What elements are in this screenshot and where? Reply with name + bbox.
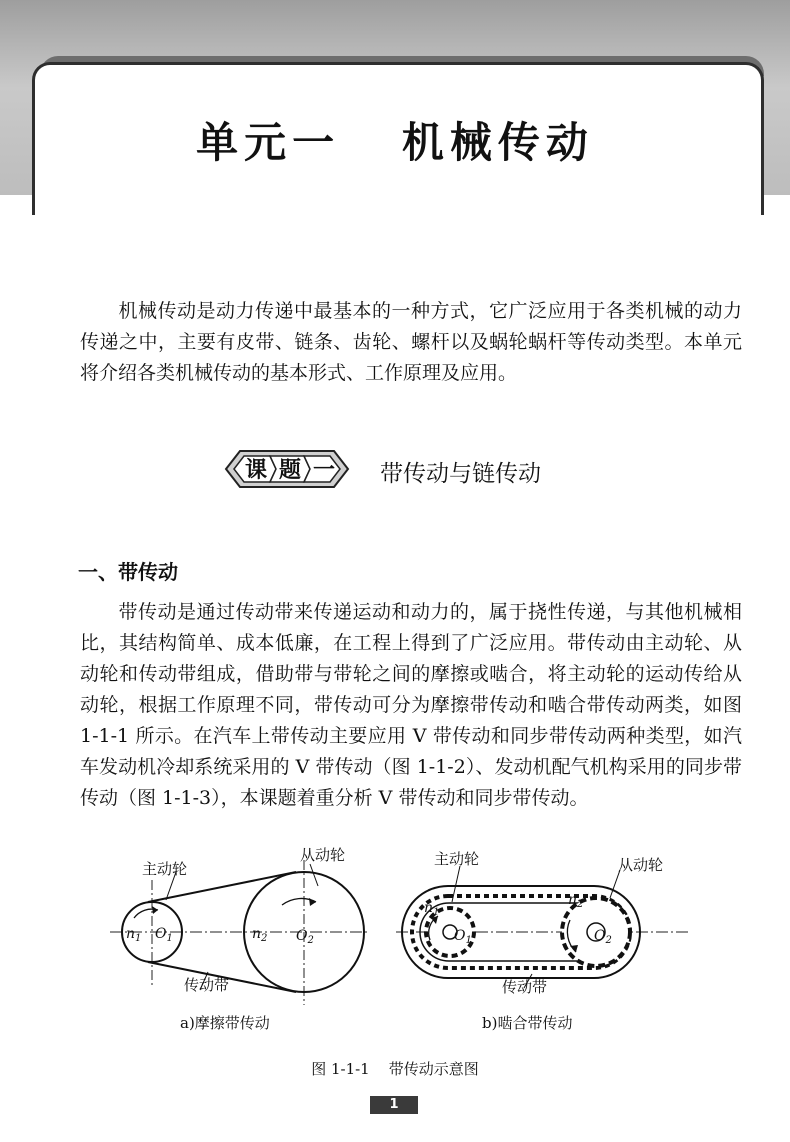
caption-a: a)摩擦带传动 <box>180 1014 270 1032</box>
label-o2-a: $O_2$ <box>296 928 314 946</box>
leader-driven-a <box>310 864 318 886</box>
label-n2-a: $n_2$ <box>252 926 268 944</box>
intro-paragraph <box>80 296 742 389</box>
label-belt-a: 传动带 <box>184 976 230 994</box>
section-heading: 一、带传动 <box>78 560 178 584</box>
label-n1-a: $n_1$ <box>126 926 142 944</box>
page-number: 1 <box>370 1096 418 1114</box>
rotation-arrowhead-a2 <box>309 898 316 906</box>
friction-belt-drive <box>110 846 370 1032</box>
label-o1-a: $O_1$ <box>155 926 173 944</box>
lesson-badge <box>222 448 352 490</box>
label-o1-b: $O_1$ <box>454 928 472 946</box>
intro-text: 机械传动是动力传递中最基本的一种方式，它广泛应用于各类机械的动力传递之中，主要有皮带、链条、齿轮、螺杆以及蜗轮蜗杆等传动类型。本单元将介绍各类机械传动的基本形式、工作原理及应用。 <box>80 300 742 384</box>
label-n1-b: $n_1$ <box>424 900 440 918</box>
badge-char-2: 题 <box>279 458 302 483</box>
unit-title: 单元一 机械传动 <box>196 118 594 167</box>
rotation-arrowhead-a1 <box>152 906 158 914</box>
badge-char-3: 一 <box>313 458 336 483</box>
label-n2-b: $n_2$ <box>568 892 584 910</box>
label-driven-a: 从动轮 <box>300 846 346 864</box>
label-driver-a: 主动轮 <box>142 860 188 878</box>
label-driver-b: 主动轮 <box>434 850 480 868</box>
lesson-title: 带传动与链传动 <box>380 461 541 487</box>
label-o2-b: $O_2$ <box>594 928 612 946</box>
badge-char-1: 课 <box>245 458 268 483</box>
belt-drive-figure <box>100 840 700 1040</box>
body-text: 带传动是通过传动带来传递运动和动力的，属于挠性传递，与其他机械相比，其结构简单、成本低廉，在工程上得到了广泛应用。带传动由主动轮、从动轮和传动带组成，借助带与带轮之间的摩擦或啮合，将主动轮的运动传给从动轮，根据工作原理不同，带传动可分为摩擦带传动和啮合带传动两类，如图 1-1-1 所示。在汽车上带传动主要应用 V 带传动和同步带传动两种类型，如汽车发动机冷却系统采用的 V 带传动（图 1-1-2）、发动机配气机构采用的同步带传动（图 1-1-3），本课题着重分析 V 带传动和同步带传动。 <box>80 601 742 809</box>
toothed-belt-drive <box>396 850 690 1032</box>
body-paragraph <box>80 597 742 814</box>
label-belt-b: 传动带 <box>502 978 548 996</box>
figure-caption: 图 1-1-1 带传动示意图 <box>311 1060 479 1078</box>
label-driven-b: 从动轮 <box>618 856 664 874</box>
caption-b: b)啮合带传动 <box>482 1014 573 1032</box>
